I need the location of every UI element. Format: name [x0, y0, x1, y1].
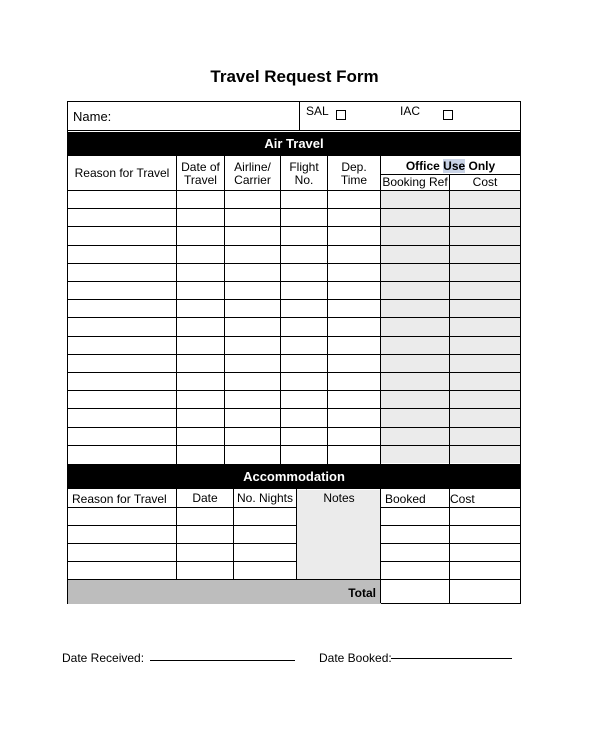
acc-col-cost: Cost [450, 492, 475, 506]
office-use-text-3: Only [465, 159, 496, 173]
iac-label: IAC [400, 104, 421, 118]
name-label: Name: [73, 109, 112, 124]
office-use-text-2: Use [443, 159, 466, 173]
date-received-label: Date Received: [62, 651, 145, 665]
date-booked-label: Date Booked: [319, 651, 392, 665]
air-col-cost: Cost [472, 175, 498, 189]
air-travel-grid [68, 156, 520, 464]
air-col-reason: Reason for Travel [74, 166, 170, 180]
accommodation-grid [68, 489, 520, 603]
air-travel-heading-text: Air Travel [264, 136, 324, 151]
air-col-flight-line1: Flight [289, 160, 319, 174]
acc-col-booked: Booked [385, 492, 426, 506]
acc-col-nights: No. Nights [236, 491, 294, 505]
acc-col-reason: Reason for Travel [72, 492, 167, 506]
total-label: Total [348, 586, 376, 600]
air-col-dep-line2: Time [340, 173, 368, 187]
air-col-booking-ref: Booking Ref [382, 175, 448, 189]
date-booked-line[interactable] [391, 658, 512, 659]
sal-label: SAL [306, 104, 329, 118]
form-grid [68, 102, 520, 603]
air-col-flight-line2: No. [294, 173, 314, 187]
date-received-line[interactable] [150, 660, 295, 661]
acc-col-notes: Notes [323, 491, 355, 505]
air-col-date-line2: Travel [184, 173, 217, 187]
travel-request-form [67, 101, 521, 604]
accommodation-heading-text: Accommodation [243, 469, 345, 484]
acc-col-date: Date [192, 491, 218, 505]
air-col-date-line1: Date of [181, 160, 220, 174]
form-title: Travel Request Form [210, 67, 379, 86]
air-col-dep-line1: Dep. [341, 160, 367, 174]
air-col-airline-line1: Airline/ [234, 160, 271, 174]
air-col-airline-line2: Carrier [234, 173, 271, 187]
office-use-text-1: Office [405, 159, 444, 173]
